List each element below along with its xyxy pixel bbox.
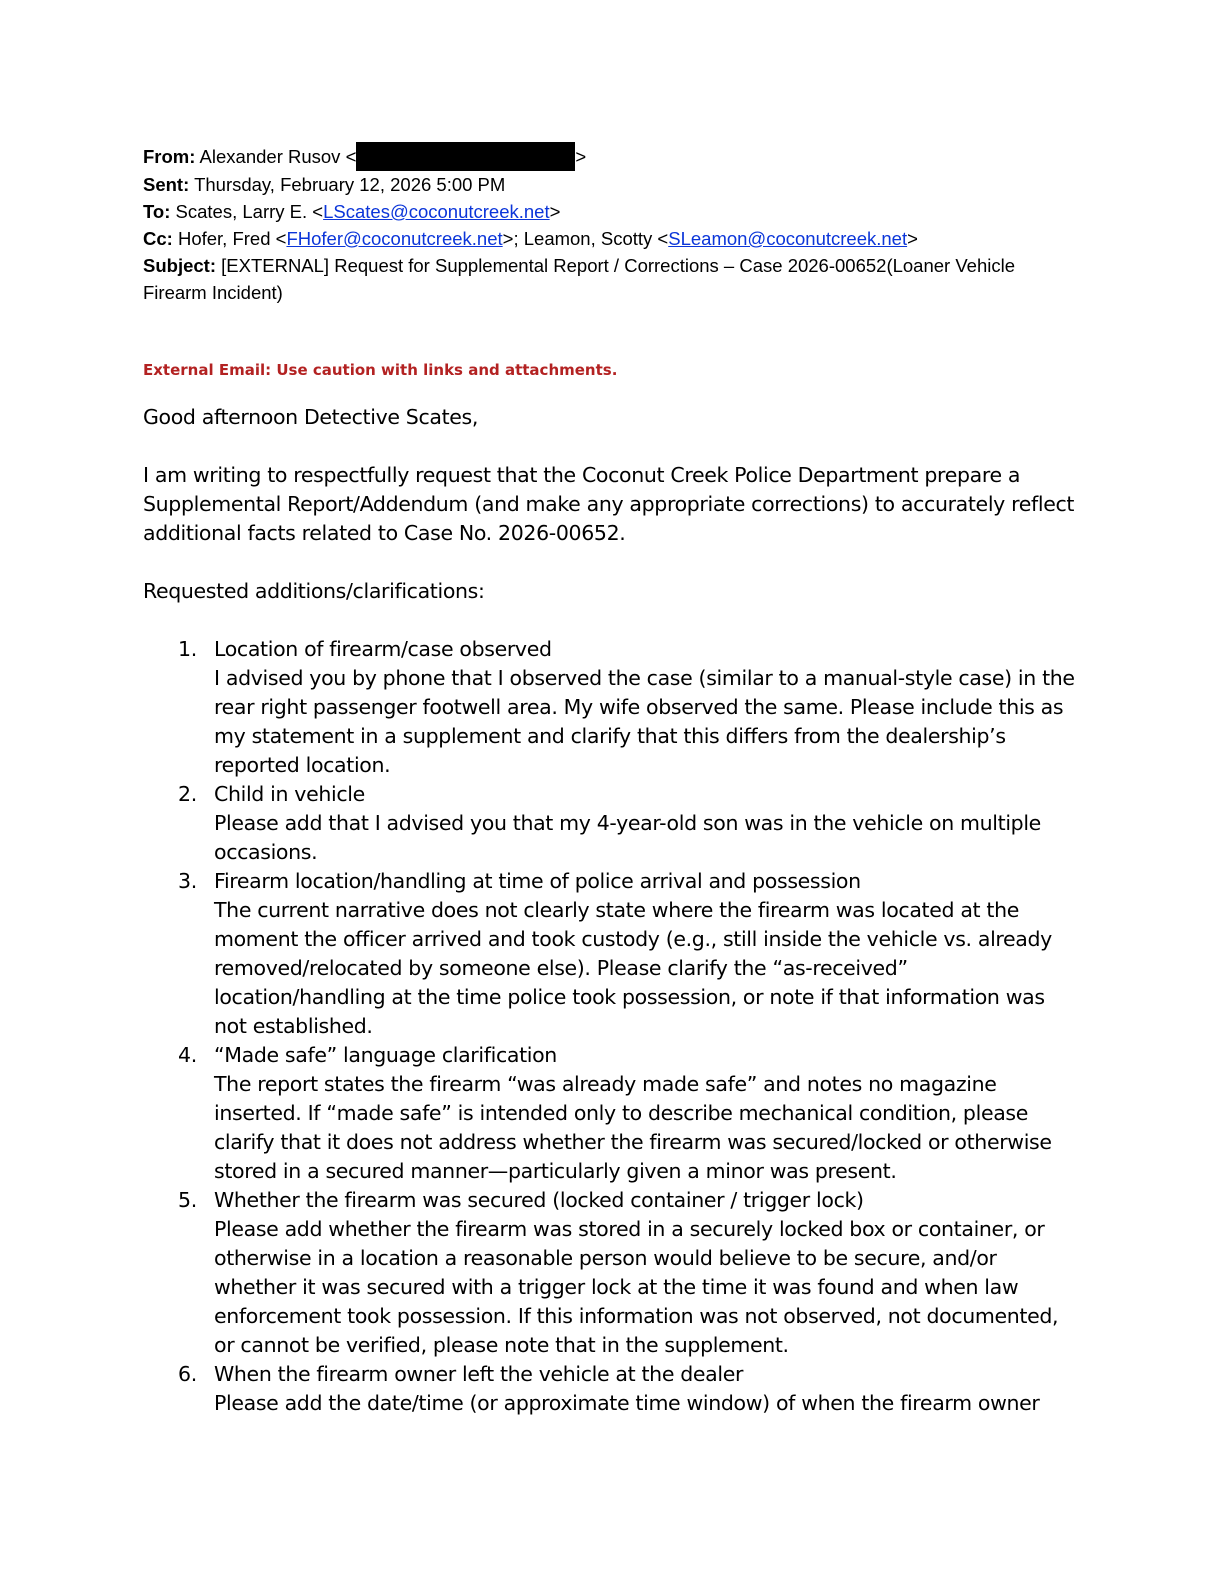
item-text: Please add the date/time (or approximate time window) of when the firearm owner bbox=[214, 1391, 1040, 1415]
cc-line bbox=[143, 225, 1078, 252]
cc-separator: >; Leamon, Scotty < bbox=[502, 228, 669, 249]
item-number: 4. bbox=[178, 1043, 197, 1067]
redacted-email-block bbox=[356, 142, 575, 171]
item-title: Child in vehicle bbox=[214, 782, 365, 806]
list-item bbox=[143, 780, 1078, 867]
to-close: > bbox=[549, 201, 561, 222]
cc-name-1: Hofer, Fred < bbox=[177, 228, 287, 249]
sent-label: Sent: bbox=[143, 174, 190, 195]
cc-close: > bbox=[907, 228, 918, 249]
list-item bbox=[143, 1186, 1078, 1360]
to-email-link[interactable]: LScates@coconutcreek.net bbox=[323, 201, 550, 222]
list-item bbox=[143, 1360, 1078, 1418]
item-text: The current narrative does not clearly state where the firearm was located at the moment the officer arrived and took custody (e.g., still inside the vehicle vs. already removed/relocated by someone else). Please clarify the “as-received” location/handling at the time police took possession, or note if that information was not established. bbox=[214, 898, 1052, 1038]
item-number: 1. bbox=[178, 637, 197, 661]
item-text: Please add that I advised you that my 4-year-old son was in the vehicle on multiple occasions. bbox=[214, 811, 1041, 864]
item-title: Firearm location/handling at time of police arrival and possession bbox=[214, 869, 861, 893]
item-number: 2. bbox=[178, 782, 197, 806]
item-title: Location of firearm/case observed bbox=[214, 637, 552, 661]
intro-paragraph: I am writing to respectfully request that the Coconut Creek Police Department prepare a Supplemental Report/Addendum (and make any appropriate corrections) to accurately reflect additional facts related to Case No. 2026-00652. bbox=[143, 463, 1075, 545]
email-body bbox=[143, 403, 1078, 1418]
from-label: From: bbox=[143, 146, 196, 167]
from-close: > bbox=[575, 146, 587, 167]
cc-label: Cc: bbox=[143, 228, 173, 249]
sent-value: Thursday, February 12, 2026 5:00 PM bbox=[194, 174, 506, 195]
external-email-warning: External Email: Use caution with links and attachments. bbox=[143, 361, 618, 379]
item-title: When the firearm owner left the vehicle at the dealer bbox=[214, 1362, 744, 1386]
item-text: I advised you by phone that I observed the case (similar to a manual-style case) in the rear right passenger footwell area. My wife observed the same. Please include this as my statement in a supplement and clarify that this differs from the dealership’s reported location. bbox=[214, 666, 1075, 777]
to-label: To: bbox=[143, 201, 171, 222]
email-header bbox=[143, 142, 1078, 306]
sent-line bbox=[143, 171, 1078, 198]
list-item bbox=[143, 867, 1078, 1041]
item-number: 3. bbox=[178, 869, 197, 893]
request-list bbox=[143, 635, 1078, 1418]
from-name: Alexander Rusov < bbox=[199, 146, 357, 167]
item-text: Please add whether the firearm was stored in a securely locked box or container, or otherwise in a location a reasonable person would believe to be secure, and/or whether it was secured with a trigger lock at the time it was found and when law enforcement took possession. If this information was not observed, not documented, or cannot be verified, please note that in the supplement. bbox=[214, 1217, 1059, 1357]
email-document bbox=[143, 142, 1078, 1418]
subject-line bbox=[143, 252, 1078, 306]
greeting: Good afternoon Detective Scates, bbox=[143, 405, 479, 429]
requested-label: Requested additions/clarifications: bbox=[143, 579, 485, 603]
item-number: 5. bbox=[178, 1188, 197, 1212]
subject-label: Subject: bbox=[143, 255, 216, 276]
cc-email-link-2[interactable]: SLeamon@coconutcreek.net bbox=[668, 228, 908, 249]
item-title: “Made safe” language clarification bbox=[214, 1043, 557, 1067]
from-line bbox=[143, 142, 1078, 171]
item-title: Whether the firearm was secured (locked container / trigger lock) bbox=[214, 1188, 864, 1212]
to-line bbox=[143, 198, 1078, 225]
list-item bbox=[143, 1041, 1078, 1186]
subject-value: [EXTERNAL] Request for Supplemental Report / Corrections – Case 2026-00652(Loaner Vehicle Firearm Incident) bbox=[143, 255, 1016, 303]
item-text: The report states the firearm “was already made safe” and notes no magazine inserted. If “made safe” is intended only to describe mechanical condition, please clarify that it does not address whether the firearm was secured/locked or otherwise stored in a secured manner—particularly given a minor was present. bbox=[214, 1072, 1052, 1183]
list-item bbox=[143, 635, 1078, 780]
to-name: Scates, Larry E. < bbox=[175, 201, 324, 222]
item-number: 6. bbox=[178, 1362, 197, 1386]
cc-email-link-1[interactable]: FHofer@coconutcreek.net bbox=[286, 228, 503, 249]
